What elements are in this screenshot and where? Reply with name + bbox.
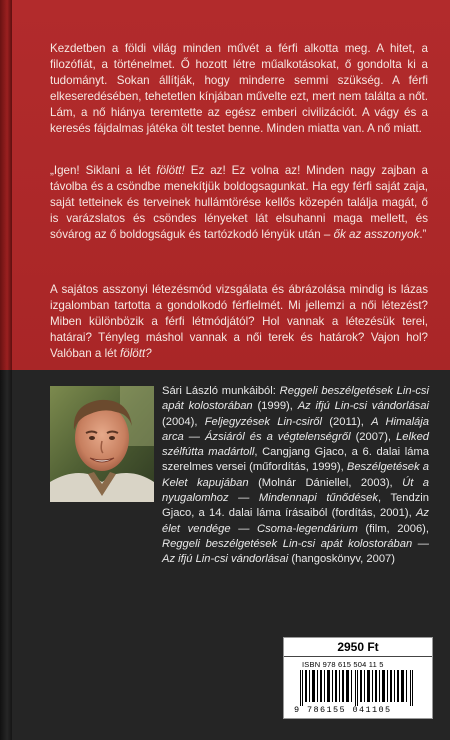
blurb-paragraph-3	[50, 282, 428, 362]
spine-edge-dark	[0, 370, 12, 740]
bio-text: (2007),	[350, 430, 397, 443]
blurb-paragraph-1: Kezdetben a földi világ minden művét a férfi alkotta meg. A hitet, a filozófiát, a történelmet. Ő hozott létre műalkotásokat, ő gondolta ki a tudományt. Sokan állítják, hogy minderre semmi szükség. A férfi elkeseredésében, tehetetlen kínjában művelte ezt, mert nem találta a nőt. Lám, a nő hiánya teremtette az egész emberi civilizációt. A vágy és a keresés fájdalmas játéka ölt testet benne. Minden miatta van. A nő miatt.	[50, 42, 428, 136]
bio-text: , Cangjang Gjaco, a 6. dalai láma szerelmes versei (műfordítás, 1999),	[162, 446, 429, 474]
bio-title: Reggeli beszélgetések Lin-csi apát kolostorában — Az ifjú Lin-csi vándorlásai	[162, 537, 429, 566]
bio-text: Sári László munkáiból:	[162, 385, 280, 397]
isbn-label: ISBN 978 615 504 11 5	[302, 660, 384, 669]
author-portrait-image	[50, 386, 154, 502]
bio-text: (2004),	[162, 415, 205, 428]
bio-text: , Tendzin Gjaco, a 14. dalai láma írásaiból (fordítás, 2001),	[162, 492, 429, 520]
bio-title: Beszélgetések a Kelet kapujában	[162, 461, 429, 489]
bio-title: Az ifjú Lin-csi vándorlásai	[297, 400, 429, 413]
bio-title: Reggeli beszélgetések Lin-csi apát kolostorában	[162, 385, 429, 413]
bio-text: (film, 2006),	[357, 522, 429, 535]
bio-title: Lelked szélfútta madártoll	[162, 430, 430, 459]
bio-text: (hangoskönyv, 2007)	[288, 553, 395, 566]
author-bibliography	[162, 384, 429, 568]
blurb-p2-text-b: Ez az! Ez volna az! Minden nagy zajban a távolba és a csöndbe menekítjük boldogsagunkat. Ha egy férfi saját zaja, saját tetteinek és terveinek hullámtörése kellős közepén találja magát, ő is varázslatos és csöndes lényeket lát elsuhanni maga mellett, és sóvárog az ő boldogságuk és tartózkodó lényük után –	[50, 164, 428, 242]
price-barcode-box	[283, 637, 433, 719]
barcode-digits: 9 786155 041105	[294, 705, 392, 715]
bio-text: (2011),	[322, 415, 372, 428]
blurb-paragraph-2	[50, 163, 428, 243]
bio-text: (1999),	[252, 400, 298, 413]
bio-text: (Molnár Dániellel, 2003),	[248, 476, 403, 489]
blurb-p2-emphasis-a: fölött!	[156, 164, 185, 177]
blurb-p2-emphasis-b: ők az asszonyok	[333, 228, 420, 242]
author-portrait	[50, 386, 154, 502]
bio-title: Feljegyzések Lin-csiről	[204, 415, 323, 428]
blurb-p3-emphasis: fölött?	[120, 347, 152, 361]
price-divider	[284, 656, 432, 657]
bio-title: A Himalája arca — Ázsiáról és a végtelenségről	[162, 415, 429, 443]
bio-title: Út a nyugalomhoz — Mindennapi tűnődések	[162, 476, 429, 505]
blurb-p2-text-a: „Igen! Siklani a lét	[50, 164, 157, 177]
barcode-image	[298, 670, 418, 706]
blurb-p2-text-c: .”	[419, 228, 427, 242]
blurb-p3-text: A sajátos asszonyi létezésmód vizsgálata és ábrázolása mindig is lázas izgalomban tartotta a gondolkodó férfielmét. Mi jellemzi a női létezést? Miben különbözik a férfi létmódjától? Hol vannak a létezésük terei, határai? Tényleg máshol vannak a női terek és határok? Vajon hol? Valóban a lét	[50, 283, 428, 361]
bio-title: Az élet vendége — Csoma-legendárium	[162, 507, 429, 535]
price-label: 2950 Ft	[337, 640, 379, 654]
